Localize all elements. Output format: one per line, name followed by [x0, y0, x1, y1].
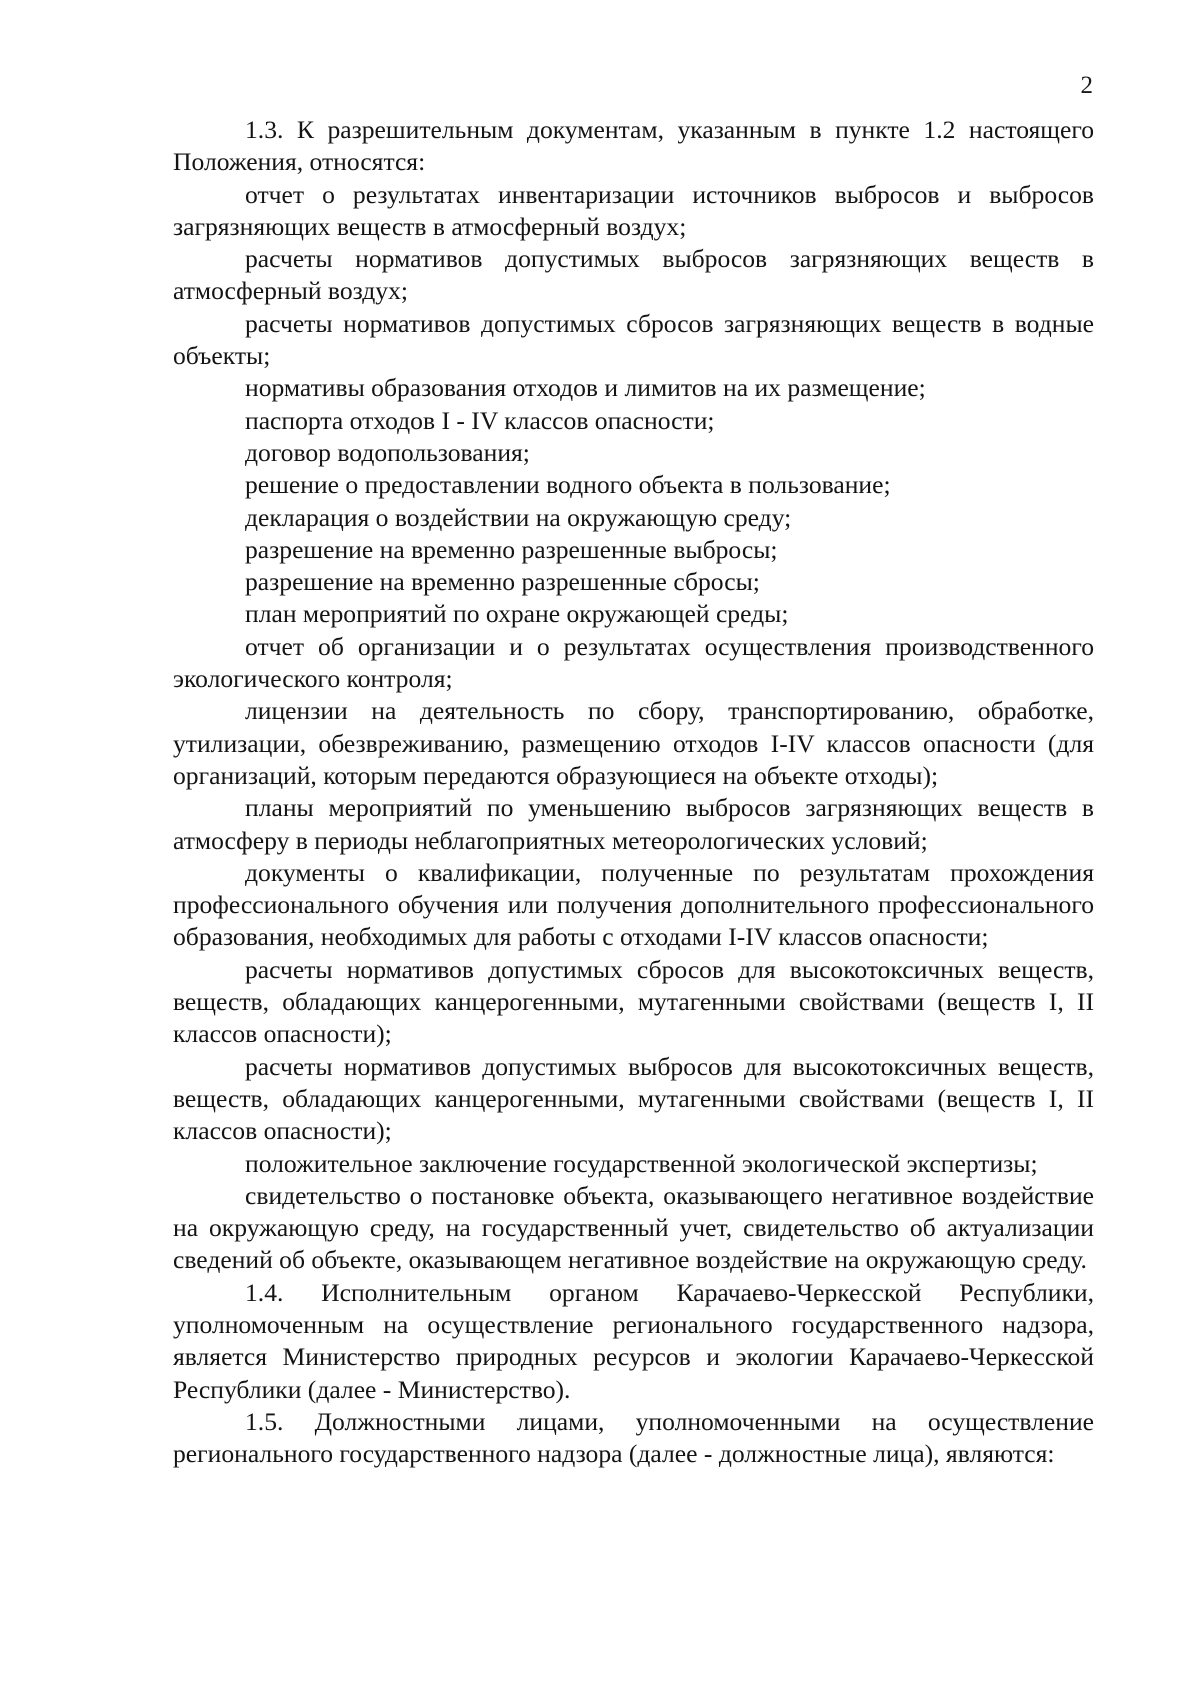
list-item: план мероприятий по охране окружающей среды;	[245, 599, 789, 629]
list-item: планы мероприятий по уменьшению выбросов загрязняющих веществ в атмосферу в периоды неблагоприятных метеорологических условий;	[173, 793, 1094, 855]
list-item: отчет о результатах инвентаризации источников выбросов и выбросов загрязняющих веществ в атмосферный воздух;	[173, 179, 1094, 241]
list-item: нормативы образования отходов и лимитов на их размещение;	[245, 373, 926, 403]
list-item: отчет об организации и о результатах осуществления производственного экологического контроля;	[173, 631, 1094, 694]
list-item: разрешение на временно разрешенные выбросы;	[245, 534, 778, 564]
list-item: разрешение на временно разрешенные сбросы;	[245, 567, 760, 597]
list-item: расчеты нормативов допустимых выбросов загрязняющих веществ в атмосферный воздух;	[173, 244, 1094, 306]
paragraph-1-5: 1.5. Должностными лицами, уполномоченными на осуществление регионального государственного надзора (далее - должностные лица), являются:	[173, 1406, 1094, 1469]
page-number: 2	[1080, 72, 1093, 99]
list-item: лицензии на деятельность по сбору, транспортированию, обработке, утилизации, обезвреживанию, размещению отходов I-IV классов опасности (для организаций, которым передаются образующиеся на объекте отходы);	[173, 696, 1094, 790]
list-item: решение о предоставлении водного объекта в пользование;	[245, 470, 891, 500]
paragraph-1-4: 1.4. Исполнительным органом Карачаево-Черкесской Республики, уполномоченным на осуществление регионального государственного надзора, является Министерство природных ресурсов и экологии Карачаево-Черкесской Республики (далее - Министерство).	[173, 1277, 1094, 1404]
list-item: документы о квалификации, полученные по результатам прохождения профессионального обучения или получения дополнительного профессионального образования, необходимых для работы с отходами I-IV классов опасности;	[173, 857, 1094, 952]
paragraph-1-3: 1.3. К разрешительным документам, указанным в пункте 1.2 настоящего Положения, относятся:	[173, 115, 1094, 177]
list-item: договор водопользования;	[245, 437, 530, 467]
list-item: расчеты нормативов допустимых сбросов загрязняющих веществ в водные объекты;	[173, 308, 1094, 371]
list-item: расчеты нормативов допустимых выбросов для высокотоксичных веществ, веществ, обладающих канцерогенными, мутагенными свойствами (веществ I, II классов опасности);	[173, 1051, 1094, 1146]
list-item: паспорта отходов I - IV классов опасности;	[245, 405, 715, 435]
document-body	[173, 114, 1094, 1470]
list-item: расчеты нормативов допустимых сбросов для высокотоксичных веществ, веществ, обладающих канцерогенными, мутагенными свойствами (веществ I, II классов опасности);	[173, 954, 1094, 1049]
list-item: положительное заключение государственной экологической экспертизы;	[245, 1148, 1038, 1178]
list-item: свидетельство о постановке объекта, оказывающего негативное воздействие на окружающую среду, на государственный учет, свидетельство об актуализации сведений об объекте, оказывающем негативное воздействие на окружающую среду.	[173, 1180, 1094, 1275]
list-item: декларация о воздействии на окружающую среду;	[245, 502, 792, 532]
